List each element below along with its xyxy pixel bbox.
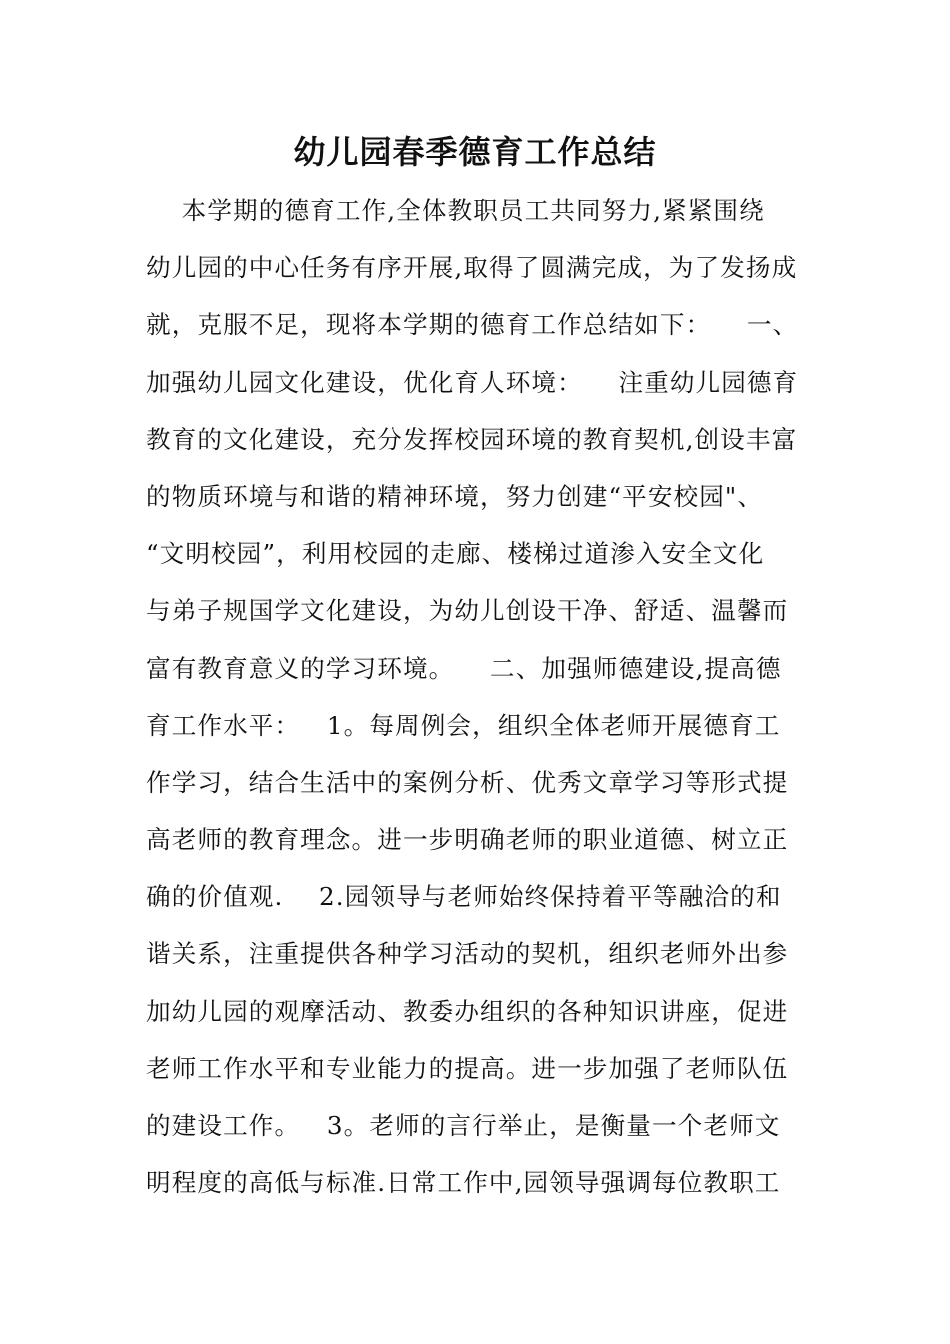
body-line: 本学期的德育工作,全体教职员工共同努力,紧紧围绕 (146, 196, 765, 225)
body-line: 作学习，结合生活中的案例分析、优秀文章学习等形式提 (146, 767, 789, 797)
body-line: “文明校园”，利用校园的走廊、楼梯过道渗入安全文化 (146, 539, 765, 569)
body-line: 富有教育意义的学习环境。 二、加强师德建设,提高德 (146, 653, 782, 683)
body-line: 的建设工作。 3。老师的言行举止，是衡量一个老师文 (146, 1111, 781, 1140)
document-title: 幼儿园春季德育工作总结 (293, 133, 657, 171)
body-line: 加幼儿园的观摩活动、教委办组织的各种知识讲座，促进 (146, 996, 789, 1026)
body-line: 老师工作水平和专业能力的提高。进一步加强了老师队伍 (146, 1053, 789, 1083)
body-line: 加强幼儿园文化建设，优化育人环境： 注重幼儿园德育 (146, 367, 799, 397)
body-line: 的物质环境与和谐的精神环境，努力创建“平安校园"、 (146, 481, 764, 511)
body-line: 育工作水平： 1。每周例会，组织全体老师开展德育工 (146, 710, 781, 740)
body-line: 确的价值观. 2.园领导与老师始终保持着平等融洽的和 (146, 882, 782, 912)
body-line: 教育的文化建设，充分发挥校园环境的教育契机,创设丰富 (146, 424, 798, 454)
document-body (146, 182, 808, 1211)
body-line: 高老师的教育理念。进一步明确老师的职业道德、树立正 (146, 825, 789, 855)
body-line: 明程度的高低与标准.日常工作中,园领导强调每位教职工 (146, 1168, 781, 1198)
body-line: 谐关系，注重提供各种学习活动的契机，组织老师外出参 (146, 939, 789, 969)
body-line: 就，克服不足，现将本学期的德育工作总结如下： 一、 (146, 310, 799, 340)
body-line: 与弟子规国学文化建设，为幼儿创设干净、舒适、温馨而 (146, 596, 789, 626)
body-line: 幼儿园的中心任务有序开展,取得了圆满完成，为了发扬成 (146, 253, 798, 283)
